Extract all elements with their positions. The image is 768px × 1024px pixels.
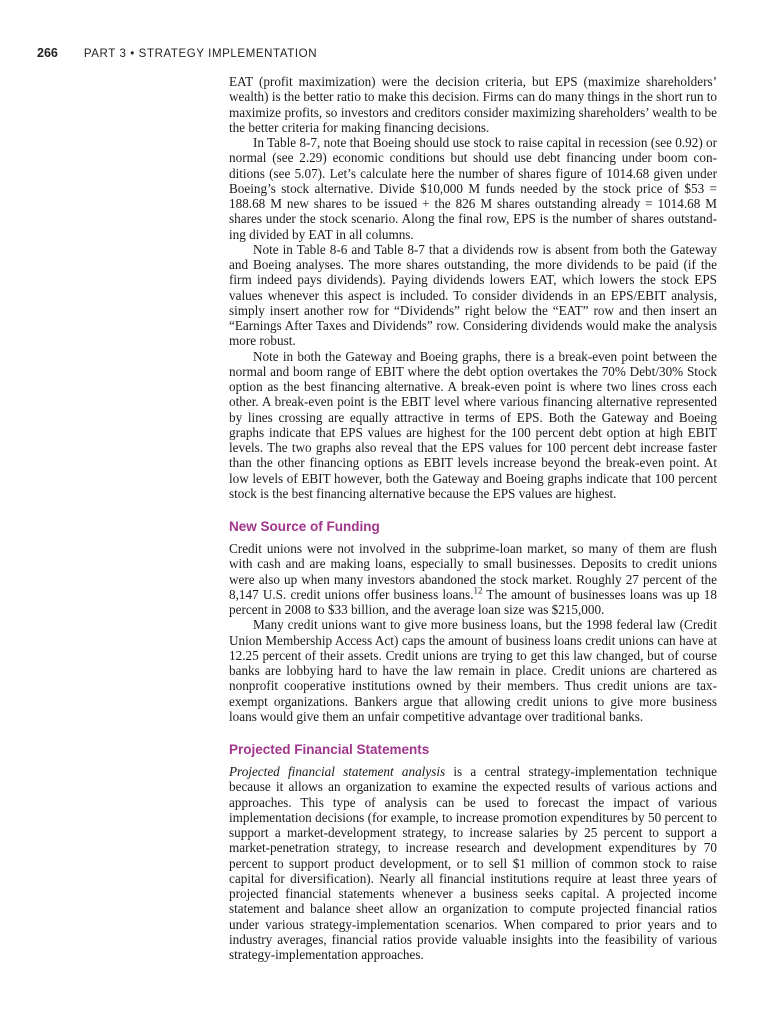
page-number: 266 xyxy=(37,46,58,60)
part-label: PART 3 • STRATEGY IMPLEMENTATION xyxy=(83,48,318,60)
paragraph-projected-statements-text: is a central strategy-implementation technique because it allows an organization to examine the expected results of various actions and approaches. This type of analysis can be used to forecast the impact of various implementation decisions (for example, to increase promotion expenditures by 50 percent to support a market-development strategy, to increase salaries by 25 percent to support a market-penetration strategy, to increase research and development expenditures by 70 percent to support product development, or to sell $1 million of common stock to raise capital for diversification). Nearly all financial institutions require at least three years of projected financial statements whenever a business seeks capital. A projected income statement and balance sheet allow an organization to compute projected financial ratios under various strategy-implementation scenarios. When compared to prior years and to industry averages, financial ratios provide valuable insights into the feasibility of various strategy-implementation approaches. xyxy=(229,764,717,962)
paragraph-boeing-table: In Table 8-7, note that Boeing should use stock to raise capital in recession (see 0.92) or normal (see 2.29) economic conditions but should use debt financing under boom conditions (see 5.07). Let’s calculate here the number of shares figure of 1014.68 given under Boeing’s stock alternative. Divide $10,000 M funds needed by the stock price of $53 = 188.68 M new shares to be issued + the 826 M shares outstanding already = 1014.68 M shares under the stock scenario. Along the final row, EPS is the number of shares outstanding divided by EAT in all columns. xyxy=(229,135,717,242)
paragraph-credit-union-law: Many credit unions want to give more business loans, but the 1998 federal law (Credit Union Membership Access Act) caps the amount of business loans credit unions can have at 12.25 percent of their assets. Credit unions are trying to get this law changed, but of course banks are lobbying hard to have the law remain in place. Credit unions are chartered as nonprofit cooperative institutions owned by their members. Thus credit unions are tax-exempt organizations. Bankers argue that allowing credit unions to give more business loans would give them an unfair competitive advantage over traditional banks. xyxy=(229,617,717,724)
running-head xyxy=(37,46,317,60)
paragraph-dividends: Note in Table 8-6 and Table 8-7 that a dividends row is absent from both the Gateway and Boeing analyses. The more shares outstanding, the more dividends to be paid (if the firm indeed pays dividends). Paying dividends lowers EAT, which lowers the stock EPS values whenever this aspect is included. To consider dividends in an EPS/EBIT analysis, simply insert another row for “Dividends” right below the “EAT” row and then insert an “Earnings After Taxes and Dividends” row. Considering dividends would make the analysis more robust. xyxy=(229,241,717,349)
paragraph-eps-criteria: EAT (profit maximization) were the decision criteria, but EPS (maximize shareholders’ wealth) is the better ratio to make this decision. Firms can do many things in the short run to maximize profits, so investors and creditors consider maximizing shareholders’ wealth to be the better criteria for making financing decisions. xyxy=(229,74,717,135)
main-text-column xyxy=(229,74,717,962)
paragraph-credit-unions xyxy=(229,541,717,617)
heading-projected-financial-statements: Projected Financial Statements xyxy=(229,742,430,757)
paragraph-credit-unions-text: Credit unions were not involved in the subprime-loan market, so many of them are flush with cash and are making loans, especially to small businesses. Deposits to credit unions were also up when many investors abandoned the stock market. Roughly 27 percent of the 8,147 U.S. credit unions offer business loans. xyxy=(229,541,717,602)
heading-new-source-of-funding: New Source of Funding xyxy=(229,519,380,534)
paragraph-credit-unions-text-cont: The amount of businesses loans was up 18 percent in 2008 to $33 billion, and the average loan size was $215,000. xyxy=(229,586,717,617)
footnote-reference: 12 xyxy=(473,585,483,596)
key-term: Projected financial statement analysis xyxy=(229,764,446,779)
paragraph-projected-statements xyxy=(229,764,717,962)
paragraph-break-even: Note in both the Gateway and Boeing graphs, there is a break-even point between the normal and boom range of EBIT where the debt option overtakes the 70% Debt/30% Stock option as the best financing alternative. A break-even point is where two lines cross each other. A break-even point is the EBIT level where various financing alternative represented by lines crossing are equally attractive in terms of EPS. Both the Gateway and Boeing graphs indicate that EPS values are highest for the 100 percent debt option at high EBIT levels. The two graphs also reveal that the EPS values for 100 percent debt increase faster than the other financing options as EBIT levels increase beyond the break-even point. At low levels of EBIT however, both the Gateway and Boeing graphs indicate that 100 percent stock is the best financing alternative because the EPS values are highest. xyxy=(229,348,717,501)
